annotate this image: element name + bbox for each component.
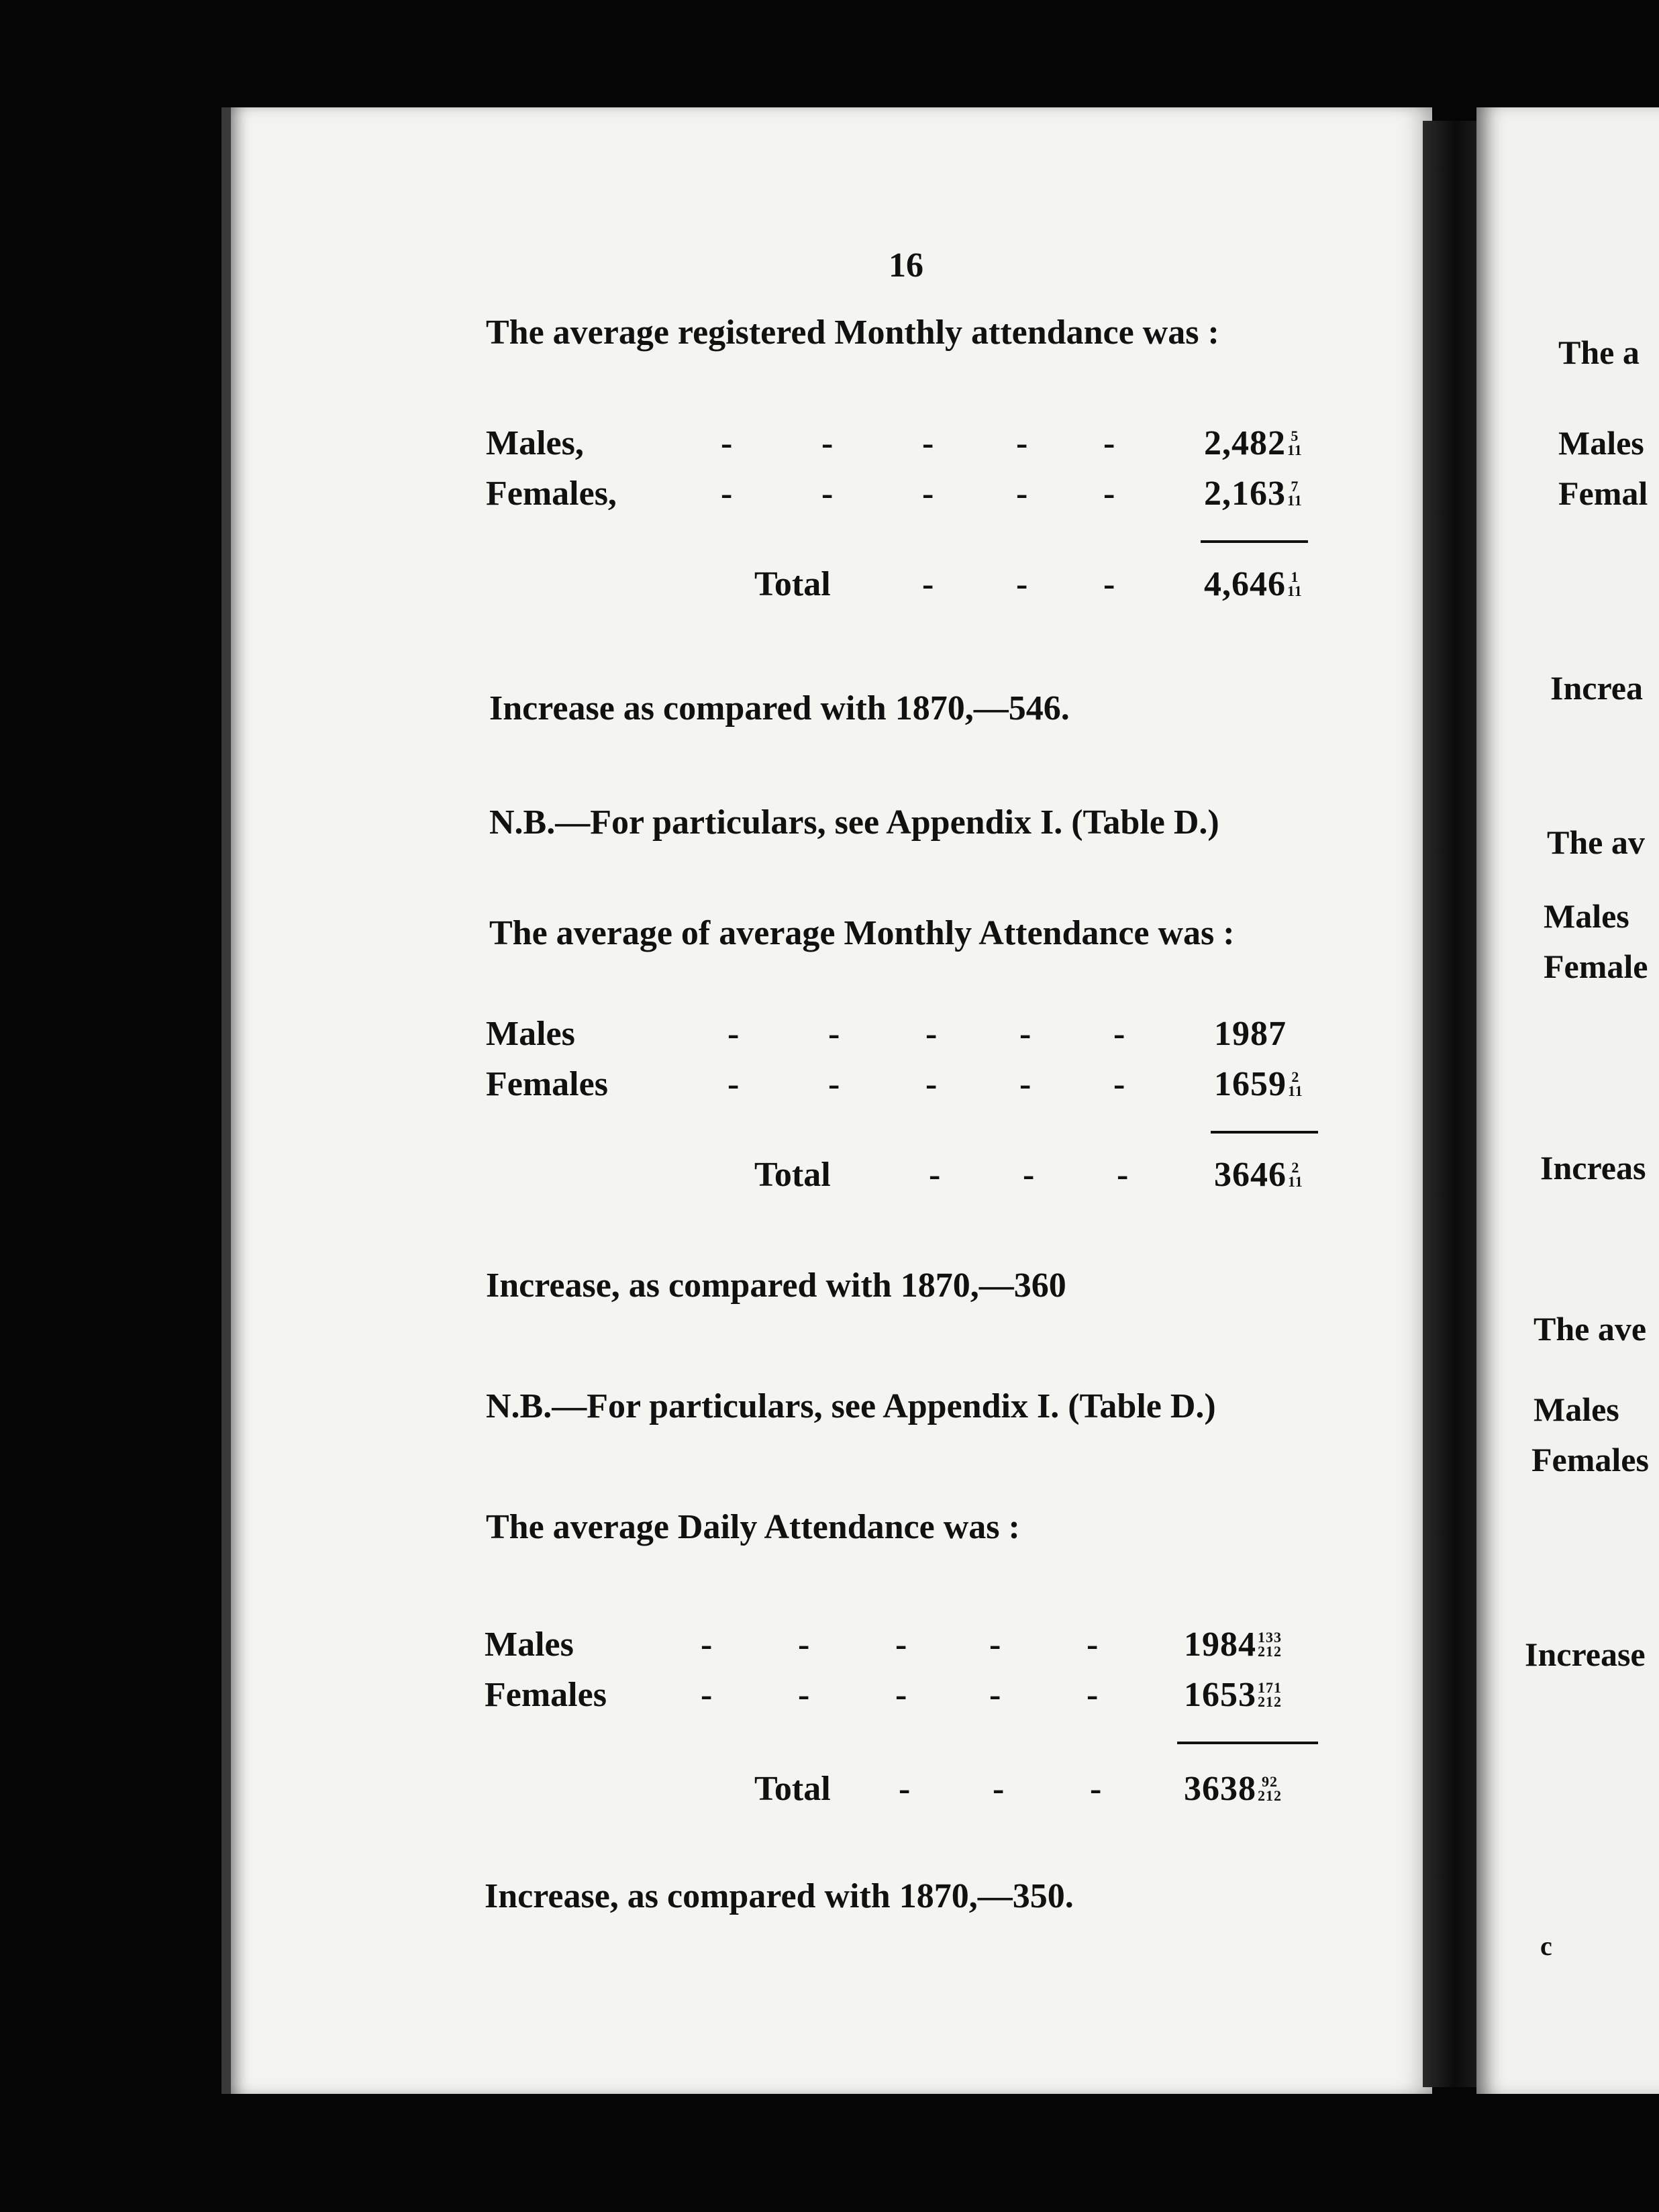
- section2-males-label: Males: [486, 1015, 575, 1053]
- section1-females-label: Females,: [486, 474, 617, 513]
- section3-total-value: [1184, 1772, 1282, 1807]
- leader-dash: -: [1016, 474, 1028, 513]
- leader-dash: -: [1090, 1770, 1102, 1808]
- facing-line: The av: [1547, 823, 1645, 861]
- section3-males-label: Males: [485, 1625, 574, 1664]
- leader-dash: -: [989, 1676, 1001, 1714]
- section1-males-fraction: 5 11: [1287, 428, 1303, 459]
- leader-dash: -: [701, 1676, 713, 1714]
- leader-dash: -: [1113, 1065, 1125, 1103]
- section1-increase: Increase as compared with 1870,—546.: [489, 689, 1070, 727]
- facing-line: Males: [1544, 897, 1629, 935]
- leader-dash: -: [1023, 1156, 1035, 1194]
- facing-line: Females: [1531, 1441, 1649, 1478]
- leader-dash: -: [828, 1065, 840, 1103]
- section1-total-integer: 4,646: [1204, 565, 1286, 603]
- facing-line: Increa: [1550, 669, 1643, 707]
- section1-heading: The average registered Monthly attendance was :: [486, 313, 1219, 352]
- sum-rule: [1177, 1742, 1318, 1744]
- leader-dash: -: [727, 1015, 740, 1053]
- page-number: 16: [889, 246, 923, 285]
- facing-line: Males: [1558, 424, 1644, 462]
- leader-dash: -: [895, 1625, 907, 1664]
- section1-females-value: [1204, 476, 1303, 511]
- leader-dash: -: [895, 1676, 907, 1714]
- section3-total-label: Total: [754, 1770, 831, 1808]
- section3-females-fraction: 171 212: [1258, 1679, 1282, 1711]
- section1-males-integer: 2,482: [1204, 424, 1286, 462]
- leader-dash: -: [1117, 1156, 1129, 1194]
- leader-dash: -: [828, 1015, 840, 1053]
- sum-rule: [1201, 540, 1308, 543]
- section1-total-fraction: 1 11: [1287, 568, 1303, 600]
- leader-dash: -: [993, 1770, 1005, 1808]
- section3-males-integer: 1984: [1184, 1625, 1256, 1664]
- leader-dash: -: [922, 474, 934, 513]
- section1-total-label: Total: [754, 565, 831, 603]
- leader-dash: -: [701, 1625, 713, 1664]
- facing-line: Femal: [1558, 474, 1648, 512]
- section3-females-label: Females: [485, 1676, 607, 1714]
- leader-dash: -: [721, 474, 733, 513]
- leader-dash: -: [922, 565, 934, 603]
- section3-males-fraction: 133 212: [1258, 1629, 1282, 1660]
- section2-increase: Increase, as compared with 1870,—360: [486, 1266, 1066, 1305]
- facing-line: The a: [1558, 334, 1640, 371]
- book-gutter: [1423, 121, 1476, 2087]
- section3-females-integer: 1653: [1184, 1676, 1256, 1714]
- facing-line: The ave: [1534, 1310, 1647, 1348]
- section1-nb: N.B.—For particulars, see Appendix I. (Table D.): [489, 803, 1219, 842]
- leader-dash: -: [1103, 424, 1115, 462]
- leader-dash: -: [1019, 1015, 1032, 1053]
- section1-total-value: [1204, 567, 1303, 602]
- leader-dash: -: [922, 424, 934, 462]
- section2-total-fraction: 2 11: [1288, 1159, 1303, 1191]
- left-page: [221, 107, 1432, 2094]
- leader-dash: -: [899, 1770, 911, 1808]
- section3-heading: The average Daily Attendance was :: [486, 1508, 1020, 1546]
- sum-rule: [1211, 1131, 1318, 1134]
- facing-line: Increas: [1540, 1149, 1646, 1187]
- section2-total-value: [1214, 1158, 1303, 1193]
- facing-page: [1476, 107, 1659, 2094]
- facing-line: Female: [1544, 948, 1648, 985]
- section2-females-value: [1214, 1067, 1303, 1102]
- leader-dash: -: [1087, 1676, 1099, 1714]
- leader-dash: -: [1019, 1065, 1032, 1103]
- section2-heading: The average of average Monthly Attendance was :: [489, 914, 1235, 952]
- section2-males-value: 1987: [1214, 1015, 1287, 1053]
- leader-dash: -: [1087, 1625, 1099, 1664]
- section3-increase: Increase, as compared with 1870,—350.: [485, 1877, 1074, 1915]
- section3-total-fraction: 92 212: [1258, 1773, 1282, 1805]
- leader-dash: -: [1103, 565, 1115, 603]
- leader-dash: -: [925, 1015, 938, 1053]
- leader-dash: -: [929, 1156, 941, 1194]
- leader-dash: -: [1103, 474, 1115, 513]
- section2-total-label: Total: [754, 1156, 831, 1194]
- facing-line: Increase: [1525, 1636, 1646, 1673]
- section2-females-fraction: 2 11: [1288, 1068, 1303, 1100]
- section2-females-label: Females: [486, 1065, 608, 1103]
- leader-dash: -: [798, 1676, 810, 1714]
- leader-dash: -: [798, 1625, 810, 1664]
- leader-dash: -: [821, 424, 834, 462]
- leader-dash: -: [1113, 1015, 1125, 1053]
- leader-dash: -: [1016, 565, 1028, 603]
- leader-dash: -: [727, 1065, 740, 1103]
- leader-dash: -: [989, 1625, 1001, 1664]
- section1-females-fraction: 7 11: [1287, 478, 1303, 509]
- section1-males-label: Males,: [486, 424, 584, 462]
- section1-females-integer: 2,163: [1204, 474, 1286, 513]
- section3-males-value: [1184, 1627, 1282, 1662]
- leader-dash: -: [821, 474, 834, 513]
- section2-nb: N.B.—For particulars, see Appendix I. (Table D.): [486, 1387, 1216, 1425]
- section2-females-integer: 1659: [1214, 1065, 1287, 1103]
- facing-line: Males: [1534, 1391, 1619, 1428]
- section1-males-value: [1204, 426, 1303, 461]
- leader-dash: -: [925, 1065, 938, 1103]
- section3-total-integer: 3638: [1184, 1770, 1256, 1808]
- leader-dash: -: [1016, 424, 1028, 462]
- section3-females-value: [1184, 1678, 1282, 1713]
- leader-dash: -: [721, 424, 733, 462]
- signature-mark: c: [1540, 1931, 1552, 1961]
- section2-total-integer: 3646: [1214, 1156, 1287, 1194]
